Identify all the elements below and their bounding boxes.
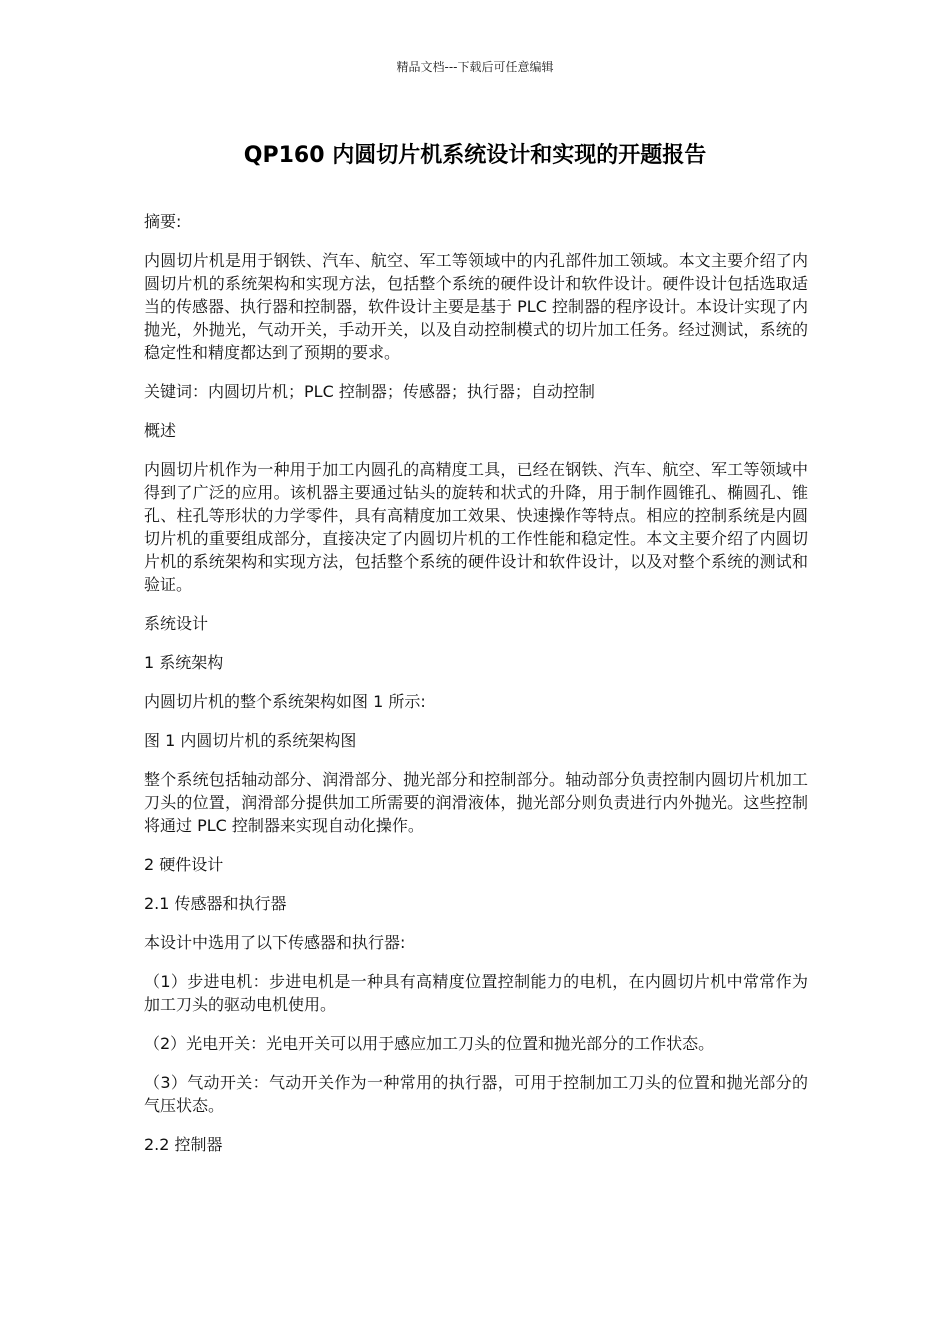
photoelectric-switch-item: （2）光电开关：光电开关可以用于感应加工刀头的位置和抛光部分的工作状态。 xyxy=(144,1034,715,1053)
page-header: 精品文档---下载后可任意编辑 xyxy=(396,60,554,74)
overview-paragraph: 内圆切片机作为一种用于加工内圆孔的高精度工具，已经在钢铁、汽车、航空、军工等领域中得到了广泛的应用。该机器主要通过钻头的旋转和状式的升降，用于制作圆锥孔、椭圆孔、锥孔、柱孔等形状的力学零件，具有高精度加工效果、快速操作等特点。相应的控制系统是内圆切片机的重要组成部分，直接决定了内圆切片机的工作性能和稳定性。本文主要介绍了内圆切片机的系统架构和实现方法，包括整个系统的硬件设计和软件设计，以及对整个系统的测试和验证。 xyxy=(144,460,808,594)
controller-heading: 2.2 控制器 xyxy=(144,1135,223,1154)
overview-heading: 概述 xyxy=(144,421,177,440)
system-design-heading: 系统设计 xyxy=(144,614,209,633)
system-architecture-heading: 1 系统架构 xyxy=(144,653,224,672)
figure-caption: 图 1 内圆切片机的系统架构图 xyxy=(144,731,357,750)
stepper-motor-item: （1）步进电机：步进电机是一种具有高精度位置控制能力的电机，在内圆切片机中常常作为加工刀头的驱动电机使用。 xyxy=(144,972,808,1014)
pneumatic-switch-item: （3）气动开关：气动开关作为一种常用的执行器，可用于控制加工刀头的位置和抛光部分的气压状态。 xyxy=(144,1073,808,1115)
sensors-intro-paragraph: 本设计中选用了以下传感器和执行器: xyxy=(144,933,406,952)
document-body xyxy=(144,210,808,1172)
sensors-actuators-heading: 2.1 传感器和执行器 xyxy=(144,894,287,913)
abstract-heading: 摘要: xyxy=(144,212,182,231)
architecture-intro-paragraph: 内圆切片机的整个系统架构如图 1 所示: xyxy=(144,692,426,711)
keywords-line: 关键词：内圆切片机；PLC 控制器；传感器；执行器；自动控制 xyxy=(144,382,595,401)
document-title: QP160 内圆切片机系统设计和实现的开题报告 xyxy=(243,143,707,168)
architecture-description-paragraph: 整个系统包括轴动部分、润滑部分、抛光部分和控制部分。轴动部分负责控制内圆切片机加工刀头的位置，润滑部分提供加工所需要的润滑液体，抛光部分则负责进行内外抛光。这些控制将通过 PLC 控制器来实现自动化操作。 xyxy=(144,770,808,835)
hardware-design-heading: 2 硬件设计 xyxy=(144,855,224,874)
abstract-paragraph: 内圆切片机是用于钢铁、汽车、航空、军工等领域中的内孔部件加工领域。本文主要介绍了内圆切片机的系统架构和实现方法，包括整个系统的硬件设计和软件设计。硬件设计包括选取适当的传感器、执行器和控制器，软件设计主要是基于 PLC 控制器的程序设计。本设计实现了内抛光，外抛光，气动开关，手动开关，以及自动控制模式的切片加工任务。经过测试，系统的稳定性和精度都达到了预期的要求。 xyxy=(144,251,808,362)
